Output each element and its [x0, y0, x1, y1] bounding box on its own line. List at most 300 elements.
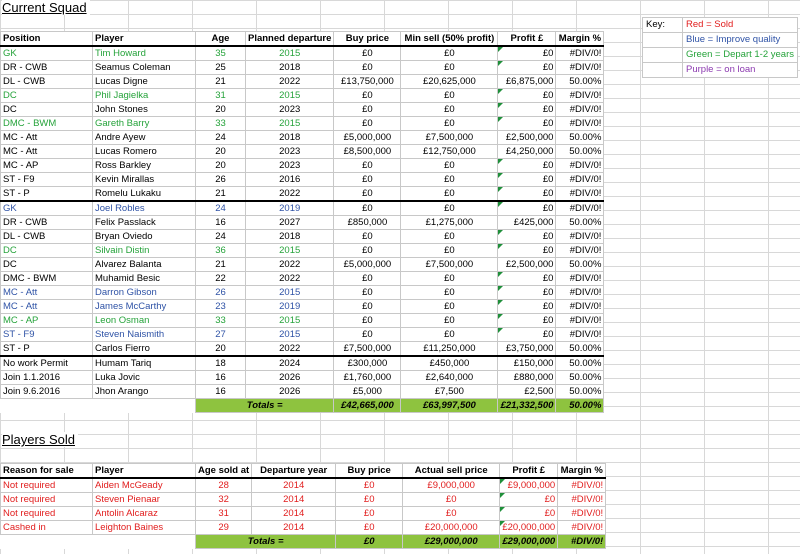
cell-reason[interactable]: Not required: [1, 507, 93, 521]
cell-age[interactable]: 25: [196, 61, 246, 75]
table-row: [1, 201, 604, 216]
cell-profit[interactable]: £0: [498, 46, 556, 61]
cell-age[interactable]: 29: [196, 521, 252, 535]
cell-profit[interactable]: £0: [500, 507, 558, 521]
cell-buy[interactable]: £13,750,000: [334, 75, 401, 89]
empty-cell: [1, 535, 93, 549]
column-header[interactable]: Min sell (50% profit): [401, 32, 498, 47]
cell-age[interactable]: 21: [196, 75, 246, 89]
cell-player[interactable]: Steven Naismith: [93, 328, 196, 342]
cell-profit[interactable]: £2,500: [498, 385, 556, 399]
squad-totals-row: [1, 399, 604, 413]
cell-player[interactable]: Felix Passlack: [93, 216, 196, 230]
cell-sell[interactable]: £0: [401, 272, 498, 286]
table-row: [1, 159, 604, 173]
total-margin[interactable]: 50.00%: [556, 399, 604, 413]
cell-pos[interactable]: GK: [1, 201, 93, 216]
cell-margin[interactable]: #DIV/0!: [556, 230, 604, 244]
cell-player[interactable]: Darron Gibson: [93, 286, 196, 300]
cell-buy[interactable]: £0: [334, 230, 401, 244]
cell-margin[interactable]: #DIV/0!: [556, 89, 604, 103]
column-header[interactable]: Player: [93, 32, 196, 47]
table-row: [1, 145, 604, 159]
cell-buy[interactable]: £0: [334, 187, 401, 202]
cell-dep[interactable]: 2015: [246, 328, 334, 342]
table-row: [1, 117, 604, 131]
cell-sell[interactable]: £20,625,000: [401, 75, 498, 89]
cell-buy[interactable]: £850,000: [334, 216, 401, 230]
column-header[interactable]: Profit £: [498, 32, 556, 47]
cell-dep[interactable]: 2015: [246, 89, 334, 103]
total-sell[interactable]: £63,997,500: [401, 399, 498, 413]
cell-sell[interactable]: £0: [401, 300, 498, 314]
cell-buy[interactable]: £0: [334, 314, 401, 328]
cell-age[interactable]: 20: [196, 103, 246, 117]
cell-age[interactable]: 22: [196, 272, 246, 286]
key-row: [643, 33, 798, 48]
cell-profit[interactable]: £0: [498, 187, 556, 202]
cell-pos[interactable]: DL - CWB: [1, 230, 93, 244]
cell-player[interactable]: Lucas Digne: [93, 75, 196, 89]
cell-player[interactable]: Ross Barkley: [93, 159, 196, 173]
cell-sell[interactable]: £20,000,000: [403, 521, 500, 535]
cell-age[interactable]: 20: [196, 159, 246, 173]
cell-age[interactable]: 26: [196, 286, 246, 300]
cell-buy[interactable]: £7,500,000: [334, 342, 401, 357]
cell-pos[interactable]: ST - F9: [1, 328, 93, 342]
cell-sell[interactable]: £1,275,000: [401, 216, 498, 230]
table-row: [1, 131, 604, 145]
cell-pos[interactable]: DC: [1, 244, 93, 258]
cell-buy[interactable]: £0: [334, 173, 401, 187]
cell-margin[interactable]: #DIV/0!: [556, 328, 604, 342]
empty-cell: [1, 399, 93, 413]
cell-age[interactable]: 35: [196, 46, 246, 61]
cell-profit[interactable]: £0: [498, 272, 556, 286]
cell-age[interactable]: 21: [196, 187, 246, 202]
cell-pos[interactable]: MC - AP: [1, 314, 93, 328]
column-header[interactable]: Reason for sale: [1, 464, 93, 479]
cell-profit[interactable]: £0: [498, 117, 556, 131]
cell-buy[interactable]: £0: [336, 478, 403, 493]
cell-dep[interactable]: 2022: [246, 342, 334, 357]
cell-pos[interactable]: MC - Att: [1, 145, 93, 159]
cell-margin[interactable]: #DIV/0!: [558, 507, 606, 521]
cell-player[interactable]: Leighton Baines: [93, 521, 196, 535]
cell-sell[interactable]: £7,500,000: [401, 131, 498, 145]
cell-profit[interactable]: £0: [498, 244, 556, 258]
cell-margin[interactable]: #DIV/0!: [556, 103, 604, 117]
cell-sell[interactable]: £0: [401, 46, 498, 61]
cell-sell[interactable]: £0: [403, 493, 500, 507]
cell-margin[interactable]: 50.00%: [556, 342, 604, 357]
cell-dep[interactable]: 2024: [246, 356, 334, 371]
cell-pos[interactable]: DC: [1, 258, 93, 272]
cell-sell[interactable]: £11,250,000: [401, 342, 498, 357]
key-label[interactable]: Key:: [643, 18, 683, 33]
cell-player[interactable]: Gareth Barry: [93, 117, 196, 131]
empty-cell[interactable]: [643, 63, 683, 78]
cell-margin[interactable]: #DIV/0!: [556, 201, 604, 216]
cell-buy[interactable]: £300,000: [334, 356, 401, 371]
cell-profit[interactable]: £0: [498, 89, 556, 103]
cell-margin[interactable]: 50.00%: [556, 75, 604, 89]
cell-pos[interactable]: ST - F9: [1, 173, 93, 187]
cell-player[interactable]: James McCarthy: [93, 300, 196, 314]
cell-dep[interactable]: 2026: [246, 371, 334, 385]
cell-dep[interactable]: 2015: [246, 286, 334, 300]
cell-margin[interactable]: #DIV/0!: [556, 314, 604, 328]
cell-pos[interactable]: Join 1.1.2016: [1, 371, 93, 385]
table-row: [1, 216, 604, 230]
cell-buy[interactable]: £0: [334, 117, 401, 131]
cell-buy[interactable]: £0: [334, 159, 401, 173]
cell-pos[interactable]: Join 9.6.2016: [1, 385, 93, 399]
cell-dep[interactable]: 2023: [246, 159, 334, 173]
cell-profit[interactable]: £6,875,000: [498, 75, 556, 89]
key-item[interactable]: Purple = on loan: [683, 63, 798, 78]
cell-player[interactable]: Carlos Fierro: [93, 342, 196, 357]
cell-player[interactable]: Silvain Distin: [93, 244, 196, 258]
cell-pos[interactable]: DC: [1, 103, 93, 117]
column-header[interactable]: Age sold at: [196, 464, 252, 479]
cell-player[interactable]: Kevin Mirallas: [93, 173, 196, 187]
column-header[interactable]: Position: [1, 32, 93, 47]
cell-profit[interactable]: £0: [498, 230, 556, 244]
cell-margin[interactable]: 50.00%: [556, 356, 604, 371]
cell-age[interactable]: 31: [196, 507, 252, 521]
cell-sell[interactable]: £9,000,000: [403, 478, 500, 493]
cell-reason[interactable]: Not required: [1, 478, 93, 493]
cell-margin[interactable]: #DIV/0!: [556, 61, 604, 75]
cell-sell[interactable]: £0: [401, 61, 498, 75]
cell-pos[interactable]: DR - CWB: [1, 61, 93, 75]
cell-age[interactable]: 28: [196, 478, 252, 493]
cell-sell[interactable]: £7,500,000: [401, 258, 498, 272]
table-row: [1, 46, 604, 61]
cell-profit[interactable]: £425,000: [498, 216, 556, 230]
empty-cell[interactable]: [643, 48, 683, 63]
table-row: [1, 272, 604, 286]
cell-sell[interactable]: £12,750,000: [401, 145, 498, 159]
cell-margin[interactable]: #DIV/0!: [556, 117, 604, 131]
cell-sell[interactable]: £0: [401, 201, 498, 216]
cell-year[interactable]: 2014: [252, 507, 336, 521]
cell-pos[interactable]: MC - Att: [1, 131, 93, 145]
cell-margin[interactable]: 50.00%: [556, 131, 604, 145]
column-header[interactable]: Actual sell price: [403, 464, 500, 479]
total-buy[interactable]: £42,665,000: [334, 399, 401, 413]
total-profit[interactable]: £29,000,000: [500, 535, 558, 549]
table-row: [1, 244, 604, 258]
cell-sell[interactable]: £0: [401, 117, 498, 131]
table-row: [1, 314, 604, 328]
cell-buy[interactable]: £0: [334, 201, 401, 216]
cell-pos[interactable]: DL - CWB: [1, 75, 93, 89]
players-sold-table: [0, 463, 606, 549]
cell-buy[interactable]: £5,000,000: [334, 258, 401, 272]
cell-reason[interactable]: Cashed in: [1, 521, 93, 535]
cell-dep[interactable]: 2022: [246, 258, 334, 272]
cell-pos[interactable]: DR - CWB: [1, 216, 93, 230]
cell-margin[interactable]: #DIV/0!: [556, 272, 604, 286]
cell-sell[interactable]: £450,000: [401, 356, 498, 371]
cell-dep[interactable]: 2018: [246, 131, 334, 145]
table-row: [1, 300, 604, 314]
cell-margin[interactable]: #DIV/0!: [556, 286, 604, 300]
cell-profit[interactable]: £0: [498, 314, 556, 328]
cell-pos[interactable]: MC - Att: [1, 286, 93, 300]
table-row: [1, 75, 604, 89]
column-header[interactable]: Age: [196, 32, 246, 47]
table-row: [1, 493, 606, 507]
total-margin[interactable]: #DIV/0!: [558, 535, 606, 549]
cell-margin[interactable]: #DIV/0!: [556, 173, 604, 187]
cell-age[interactable]: 24: [196, 230, 246, 244]
cell-margin[interactable]: #DIV/0!: [556, 187, 604, 202]
current-squad-table: [0, 31, 604, 413]
column-header[interactable]: Profit £: [500, 464, 558, 479]
cell-player[interactable]: Leon Osman: [93, 314, 196, 328]
cell-profit[interactable]: £3,750,000: [498, 342, 556, 357]
column-header[interactable]: Departure year: [252, 464, 336, 479]
cell-player[interactable]: Phil Jagielka: [93, 89, 196, 103]
color-key: [642, 17, 798, 78]
cell-buy[interactable]: £5,000,000: [334, 131, 401, 145]
cell-dep[interactable]: 2018: [246, 230, 334, 244]
cell-buy[interactable]: £0: [334, 61, 401, 75]
cell-buy[interactable]: £0: [334, 328, 401, 342]
cell-buy[interactable]: £0: [334, 244, 401, 258]
cell-age[interactable]: 23: [196, 300, 246, 314]
cell-sell[interactable]: £7,500: [401, 385, 498, 399]
cell-profit[interactable]: £0: [498, 300, 556, 314]
cell-player[interactable]: Tim Howard: [93, 46, 196, 61]
cell-buy[interactable]: £0: [334, 103, 401, 117]
cell-dep[interactable]: 2018: [246, 61, 334, 75]
cell-dep[interactable]: 2019: [246, 201, 334, 216]
cell-dep[interactable]: 2015: [246, 314, 334, 328]
table-row: [1, 521, 606, 535]
cell-dep[interactable]: 2015: [246, 244, 334, 258]
cell-player[interactable]: Lucas Romero: [93, 145, 196, 159]
cell-dep[interactable]: 2015: [246, 117, 334, 131]
cell-buy[interactable]: £0: [334, 286, 401, 300]
key-row: [643, 48, 798, 63]
cell-buy[interactable]: £5,000: [334, 385, 401, 399]
cell-sell[interactable]: £0: [401, 328, 498, 342]
cell-dep[interactable]: 2016: [246, 173, 334, 187]
cell-profit[interactable]: £0: [498, 286, 556, 300]
cell-pos[interactable]: GK: [1, 46, 93, 61]
cell-pos[interactable]: MC - AP: [1, 159, 93, 173]
cell-profit[interactable]: £0: [498, 159, 556, 173]
cell-pos[interactable]: DMC - BWM: [1, 272, 93, 286]
cell-player[interactable]: John Stones: [93, 103, 196, 117]
cell-profit[interactable]: £0: [498, 103, 556, 117]
totals-label[interactable]: Totals =: [196, 535, 336, 549]
cell-margin[interactable]: 50.00%: [556, 145, 604, 159]
cell-sell[interactable]: £0: [401, 286, 498, 300]
cell-dep[interactable]: 2022: [246, 187, 334, 202]
cell-profit[interactable]: £0: [498, 328, 556, 342]
cell-margin[interactable]: 50.00%: [556, 258, 604, 272]
cell-age[interactable]: 24: [196, 201, 246, 216]
table-row: [1, 356, 604, 371]
empty-cell: [93, 535, 196, 549]
table-row: [1, 61, 604, 75]
cell-margin[interactable]: #DIV/0!: [558, 521, 606, 535]
cell-sell[interactable]: £0: [401, 173, 498, 187]
cell-age[interactable]: 16: [196, 371, 246, 385]
cell-dep[interactable]: 2023: [246, 103, 334, 117]
table-row: [1, 173, 604, 187]
column-header[interactable]: Planned departure: [246, 32, 334, 47]
table-row: [1, 187, 604, 202]
column-header[interactable]: Buy price: [334, 32, 401, 47]
cell-age[interactable]: 20: [196, 342, 246, 357]
table-row: [1, 230, 604, 244]
cell-buy[interactable]: £0: [334, 46, 401, 61]
cell-sell[interactable]: £0: [401, 187, 498, 202]
cell-player[interactable]: Seamus Coleman: [93, 61, 196, 75]
cell-buy[interactable]: £0: [336, 507, 403, 521]
cell-buy[interactable]: £0: [336, 493, 403, 507]
key-row: [643, 63, 798, 78]
cell-dep[interactable]: 2015: [246, 46, 334, 61]
cell-pos[interactable]: DC: [1, 89, 93, 103]
cell-sell[interactable]: £0: [401, 314, 498, 328]
cell-reason[interactable]: Not required: [1, 493, 93, 507]
cell-age[interactable]: 21: [196, 258, 246, 272]
cell-sell[interactable]: £0: [401, 103, 498, 117]
total-buy[interactable]: £0: [336, 535, 403, 549]
cell-buy[interactable]: £1,760,000: [334, 371, 401, 385]
table-row: [1, 371, 604, 385]
cell-buy[interactable]: £8,500,000: [334, 145, 401, 159]
empty-cell: [93, 399, 196, 413]
cell-margin[interactable]: #DIV/0!: [556, 46, 604, 61]
sold-totals-row: [1, 535, 606, 549]
cell-profit[interactable]: £0: [498, 173, 556, 187]
key-item[interactable]: Red = Sold: [683, 18, 798, 33]
cell-margin[interactable]: #DIV/0!: [558, 478, 606, 493]
cell-age[interactable]: 20: [196, 145, 246, 159]
cell-player[interactable]: Andre Ayew: [93, 131, 196, 145]
cell-margin[interactable]: 50.00%: [556, 371, 604, 385]
cell-sell[interactable]: £2,640,000: [401, 371, 498, 385]
cell-age[interactable]: 27: [196, 328, 246, 342]
cell-dep[interactable]: 2023: [246, 145, 334, 159]
cell-pos[interactable]: DMC - BWM: [1, 117, 93, 131]
cell-profit[interactable]: £4,250,000: [498, 145, 556, 159]
cell-buy[interactable]: £0: [334, 300, 401, 314]
cell-sell[interactable]: £0: [401, 230, 498, 244]
cell-age[interactable]: 26: [196, 173, 246, 187]
cell-buy[interactable]: £0: [334, 272, 401, 286]
cell-sell[interactable]: £0: [401, 159, 498, 173]
cell-dep[interactable]: 2027: [246, 216, 334, 230]
cell-profit[interactable]: £20,000,000: [500, 521, 558, 535]
table-row: [1, 258, 604, 272]
cell-player[interactable]: Romelu Lukaku: [93, 187, 196, 202]
cell-profit[interactable]: £2,500,000: [498, 131, 556, 145]
cell-profit[interactable]: £150,000: [498, 356, 556, 371]
column-header[interactable]: Margin %: [558, 464, 606, 479]
cell-year[interactable]: 2014: [252, 493, 336, 507]
cell-age[interactable]: 16: [196, 216, 246, 230]
empty-cell[interactable]: [643, 33, 683, 48]
cell-dep[interactable]: 2022: [246, 272, 334, 286]
cell-profit[interactable]: £0: [500, 493, 558, 507]
cell-age[interactable]: 32: [196, 493, 252, 507]
cell-player[interactable]: Antolin Alcaraz: [93, 507, 196, 521]
cell-profit[interactable]: £880,000: [498, 371, 556, 385]
cell-buy[interactable]: £0: [336, 521, 403, 535]
cell-sell[interactable]: £0: [401, 244, 498, 258]
totals-label[interactable]: Totals =: [196, 399, 334, 413]
total-profit[interactable]: £21,332,500: [498, 399, 556, 413]
cell-player[interactable]: Muhamid Besic: [93, 272, 196, 286]
cell-dep[interactable]: 2026: [246, 385, 334, 399]
cell-dep[interactable]: 2022: [246, 75, 334, 89]
cell-age[interactable]: 33: [196, 314, 246, 328]
cell-profit[interactable]: £0: [498, 201, 556, 216]
column-header[interactable]: Margin %: [556, 32, 604, 47]
cell-year[interactable]: 2014: [252, 521, 336, 535]
cell-margin[interactable]: #DIV/0!: [556, 159, 604, 173]
cell-age[interactable]: 31: [196, 89, 246, 103]
cell-player[interactable]: Alvarez Balanta: [93, 258, 196, 272]
cell-age[interactable]: 18: [196, 356, 246, 371]
key-item[interactable]: Blue = Improve quality: [683, 33, 798, 48]
cell-margin[interactable]: 50.00%: [556, 216, 604, 230]
cell-dep[interactable]: 2019: [246, 300, 334, 314]
cell-pos[interactable]: ST - P: [1, 342, 93, 357]
key-item[interactable]: Green = Depart 1-2 years: [683, 48, 798, 63]
cell-player[interactable]: Bryan Oviedo: [93, 230, 196, 244]
cell-player[interactable]: Jhon Arango: [93, 385, 196, 399]
cell-margin[interactable]: 50.00%: [556, 385, 604, 399]
cell-age[interactable]: 24: [196, 131, 246, 145]
cell-margin[interactable]: #DIV/0!: [556, 244, 604, 258]
cell-player[interactable]: Steven Pienaar: [93, 493, 196, 507]
cell-player[interactable]: Luka Jovic: [93, 371, 196, 385]
cell-sell[interactable]: £0: [403, 507, 500, 521]
cell-age[interactable]: 33: [196, 117, 246, 131]
total-sell[interactable]: £29,000,000: [403, 535, 500, 549]
cell-pos[interactable]: MC - Att: [1, 300, 93, 314]
column-header[interactable]: Buy price: [336, 464, 403, 479]
table-row: [1, 286, 604, 300]
cell-margin[interactable]: #DIV/0!: [556, 300, 604, 314]
column-header[interactable]: Player: [93, 464, 196, 479]
cell-player[interactable]: Aiden McGeady: [93, 478, 196, 493]
cell-year[interactable]: 2014: [252, 478, 336, 493]
cell-age[interactable]: 16: [196, 385, 246, 399]
cell-player[interactable]: Humam Tariq: [93, 356, 196, 371]
cell-sell[interactable]: £0: [401, 89, 498, 103]
cell-buy[interactable]: £0: [334, 89, 401, 103]
cell-profit[interactable]: £2,500,000: [498, 258, 556, 272]
cell-profit[interactable]: £9,000,000: [500, 478, 558, 493]
cell-player[interactable]: Joel Robles: [93, 201, 196, 216]
cell-margin[interactable]: #DIV/0!: [558, 493, 606, 507]
cell-pos[interactable]: No work Permit: [1, 356, 93, 371]
cell-profit[interactable]: £0: [498, 61, 556, 75]
cell-age[interactable]: 36: [196, 244, 246, 258]
cell-pos[interactable]: ST - P: [1, 187, 93, 202]
